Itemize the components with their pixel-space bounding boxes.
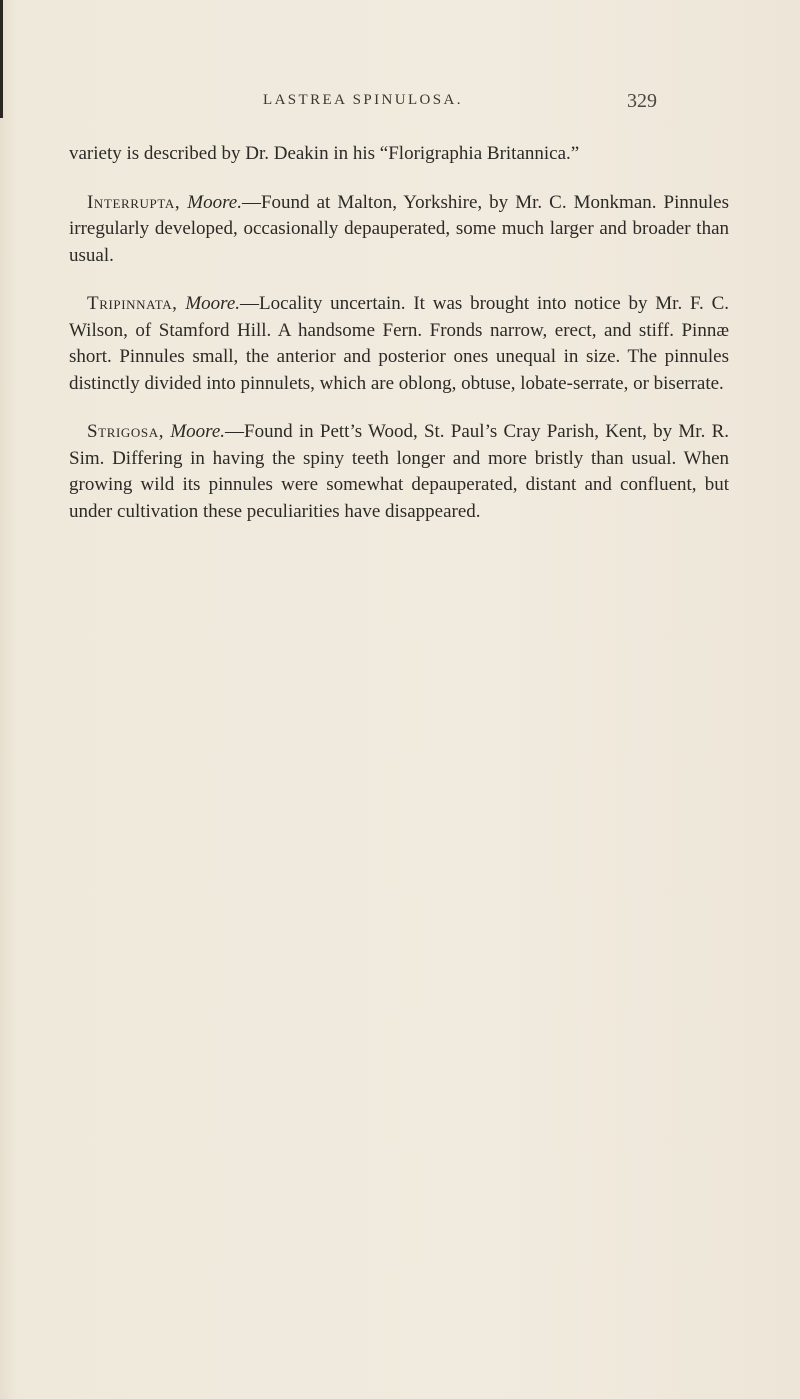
variety-name: Interrupta, (87, 191, 181, 213)
variety-author: Moore. (185, 293, 241, 314)
paragraph-tripinnata (69, 291, 729, 397)
paragraph-text: —Locality uncertain. It was brought into notice by Mr. F. C. Wilson, of Stamford Hill. A handsome Fern. Fronds narrow, erect, and stiff. Pinnæ short. Pinnules small, the anterior and posterior ones unequal in size. The pinnules distinctly divided into pinnulets, which are oblong, obtuse, lobate-serrate, or biserrate. (69, 293, 729, 394)
variety-author: Moore. (187, 191, 242, 213)
paragraph-continuation (69, 141, 729, 168)
variety-name: Tripinnata, (87, 293, 178, 314)
page-number: 329 (627, 90, 657, 112)
running-head (0, 92, 800, 122)
paragraph-text: —Found in Pett’s Wood, St. Paul’s Cray Parish, Kent, by Mr. R. Sim. Differing in having the spiny teeth longer and more bristly than usual. When growing wild its pinnules were somewhat depauperated, distant and confluent, but under cultivation these peculiarities have disappeared. (69, 421, 730, 522)
body-text (69, 141, 729, 547)
running-head-title: LASTREA SPINULOSA. (263, 92, 463, 108)
paragraph-text: —Found at Malton, Yorkshire, by Mr. C. Monkman. Pinnules irregularly developed, occasionally depauperated, some much larger and broader than usual. (69, 191, 729, 266)
paragraph-interrupta (69, 190, 729, 270)
variety-author: Moore. (170, 421, 226, 442)
paragraph-text: variety is described by Dr. Deakin in his “Florigraphia Britannica.” (69, 143, 580, 164)
paragraph-strigosa (69, 419, 729, 525)
variety-name: Strigosa, (87, 421, 165, 442)
